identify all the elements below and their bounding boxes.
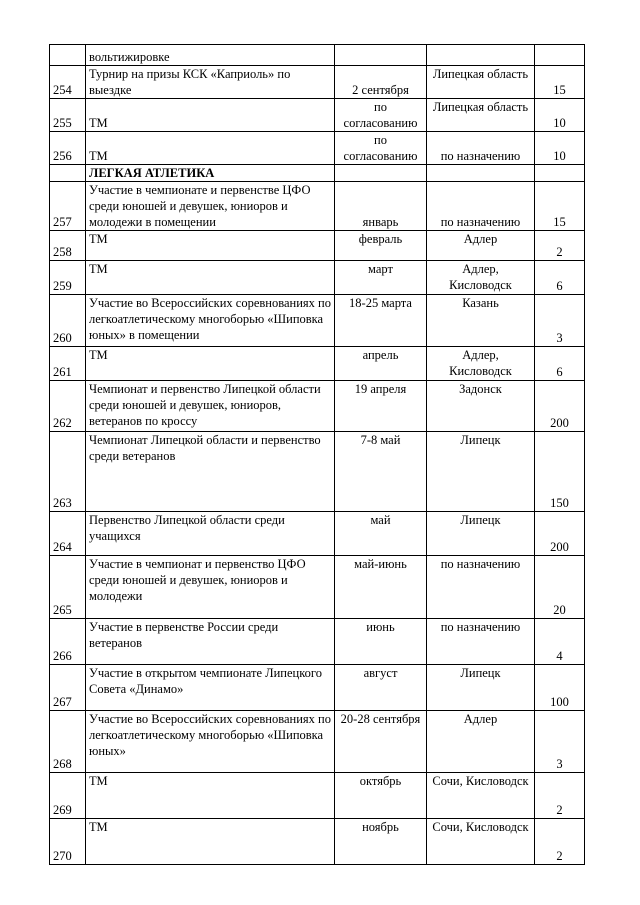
cell-date: февраль [335, 231, 427, 261]
cell-place: по назначению [427, 619, 535, 665]
cell-qty: 3 [535, 295, 585, 347]
cell-name: ТМ [86, 132, 335, 165]
cell-date [335, 165, 427, 182]
cell-qty: 200 [535, 381, 585, 432]
table-row [50, 182, 585, 231]
cell-date: 18-25 марта [335, 295, 427, 347]
cell-num: 265 [50, 556, 86, 619]
cell-date: январь [335, 182, 427, 231]
cell-date: по согласованию [335, 99, 427, 132]
table-row [50, 132, 585, 165]
cell-place: Адлер, Кисловодск [427, 347, 535, 381]
cell-num: 268 [50, 711, 86, 773]
table-row [50, 99, 585, 132]
cell-place: Липецкая область [427, 99, 535, 132]
cell-name: Участие в открытом чемпионате Липецкого Совета «Динамо» [86, 665, 335, 711]
cell-date [335, 45, 427, 66]
cell-date: 2 сентября [335, 66, 427, 99]
cell-name: ТМ [86, 261, 335, 295]
cell-place: Казань [427, 295, 535, 347]
cell-qty [535, 45, 585, 66]
section-title: ЛЕГКАЯ АТЛЕТИКА [86, 165, 335, 182]
cell-place: по назначению [427, 556, 535, 619]
cell-date: октябрь [335, 773, 427, 819]
table-row [50, 773, 585, 819]
cell-qty: 6 [535, 261, 585, 295]
cell-date: август [335, 665, 427, 711]
cell-name: ТМ [86, 231, 335, 261]
cell-num: 260 [50, 295, 86, 347]
cell-place: Липецк [427, 512, 535, 556]
table-row [50, 261, 585, 295]
cell-qty: 15 [535, 182, 585, 231]
cell-num: 254 [50, 66, 86, 99]
cell-name: ТМ [86, 347, 335, 381]
table-row [50, 347, 585, 381]
cell-date: 20-28 сентября [335, 711, 427, 773]
cell-place: Липецкая область [427, 66, 535, 99]
cell-date: март [335, 261, 427, 295]
cell-num: 269 [50, 773, 86, 819]
table-row-continuation [50, 45, 585, 66]
cell-num: 267 [50, 665, 86, 711]
cell-name: Участие во Всероссийских соревнованиях по легкоатлетическому многоборью «Шиповка юных» [86, 711, 335, 773]
table-row [50, 711, 585, 773]
cell-place: Задонск [427, 381, 535, 432]
cell-num: 262 [50, 381, 86, 432]
cell-name: Первенство Липецкой области среди учащихся [86, 512, 335, 556]
cell-qty: 3 [535, 711, 585, 773]
table-row [50, 231, 585, 261]
cell-date: май-июнь [335, 556, 427, 619]
cell-name: Участие в чемпионат и первенство ЦФО среди юношей и девушек, юниоров и молодежи [86, 556, 335, 619]
cell-place: Сочи, Кисловодск [427, 773, 535, 819]
cell-qty: 4 [535, 619, 585, 665]
cell-name: ТМ [86, 819, 335, 865]
cell-date: ноябрь [335, 819, 427, 865]
cell-num: 259 [50, 261, 86, 295]
cell-name: Чемпионат Липецкой области и первенство среди ветеранов [86, 432, 335, 512]
cell-num: 263 [50, 432, 86, 512]
cell-num: 261 [50, 347, 86, 381]
cell-date: июнь [335, 619, 427, 665]
cell-place: Липецк [427, 665, 535, 711]
cell-place [427, 165, 535, 182]
cell-name: Участие в чемпионате и первенстве ЦФО среди юношей и девушек, юниоров и молодежи в помещении [86, 182, 335, 231]
cell-qty: 150 [535, 432, 585, 512]
cell-date: май [335, 512, 427, 556]
cell-name: Турнир на призы КСК «Каприоль» по выездке [86, 66, 335, 99]
cell-qty: 15 [535, 66, 585, 99]
cell-num [50, 45, 86, 66]
cell-place: Адлер [427, 711, 535, 773]
cell-num: 266 [50, 619, 86, 665]
schedule-table [49, 44, 585, 865]
table-row [50, 819, 585, 865]
cell-num: 270 [50, 819, 86, 865]
cell-qty [535, 165, 585, 182]
cell-name: вольтижировке [86, 45, 335, 66]
cell-place: Липецк [427, 432, 535, 512]
cell-qty: 10 [535, 99, 585, 132]
table-row [50, 619, 585, 665]
cell-date: 7-8 май [335, 432, 427, 512]
cell-place: Адлер, Кисловодск [427, 261, 535, 295]
cell-place [427, 45, 535, 66]
cell-num: 256 [50, 132, 86, 165]
cell-num: 258 [50, 231, 86, 261]
cell-qty: 2 [535, 231, 585, 261]
cell-date: по согласованию [335, 132, 427, 165]
cell-num: 255 [50, 99, 86, 132]
table-row [50, 556, 585, 619]
cell-place: Сочи, Кисловодск [427, 819, 535, 865]
cell-qty: 20 [535, 556, 585, 619]
cell-place: Адлер [427, 231, 535, 261]
cell-name: Участие во Всероссийских соревнованиях по легкоатлетическому многоборью «Шиповка юных» в помещении [86, 295, 335, 347]
table-row [50, 295, 585, 347]
cell-name: ТМ [86, 99, 335, 132]
cell-qty: 10 [535, 132, 585, 165]
section-row [50, 165, 585, 182]
cell-num: 257 [50, 182, 86, 231]
table-row [50, 66, 585, 99]
table-row [50, 381, 585, 432]
cell-place: по назначению [427, 182, 535, 231]
cell-name: Участие в первенстве России среди ветеранов [86, 619, 335, 665]
cell-name: ТМ [86, 773, 335, 819]
cell-num: 264 [50, 512, 86, 556]
cell-place: по назначению [427, 132, 535, 165]
cell-date: 19 апреля [335, 381, 427, 432]
cell-name: Чемпионат и первенство Липецкой области среди юношей и девушек, юниоров, ветеранов по кроссу [86, 381, 335, 432]
cell-qty: 100 [535, 665, 585, 711]
table-row [50, 512, 585, 556]
table-row [50, 432, 585, 512]
table-row [50, 665, 585, 711]
cell-qty: 2 [535, 773, 585, 819]
cell-qty: 200 [535, 512, 585, 556]
cell-qty: 6 [535, 347, 585, 381]
cell-num [50, 165, 86, 182]
cell-qty: 2 [535, 819, 585, 865]
cell-date: апрель [335, 347, 427, 381]
